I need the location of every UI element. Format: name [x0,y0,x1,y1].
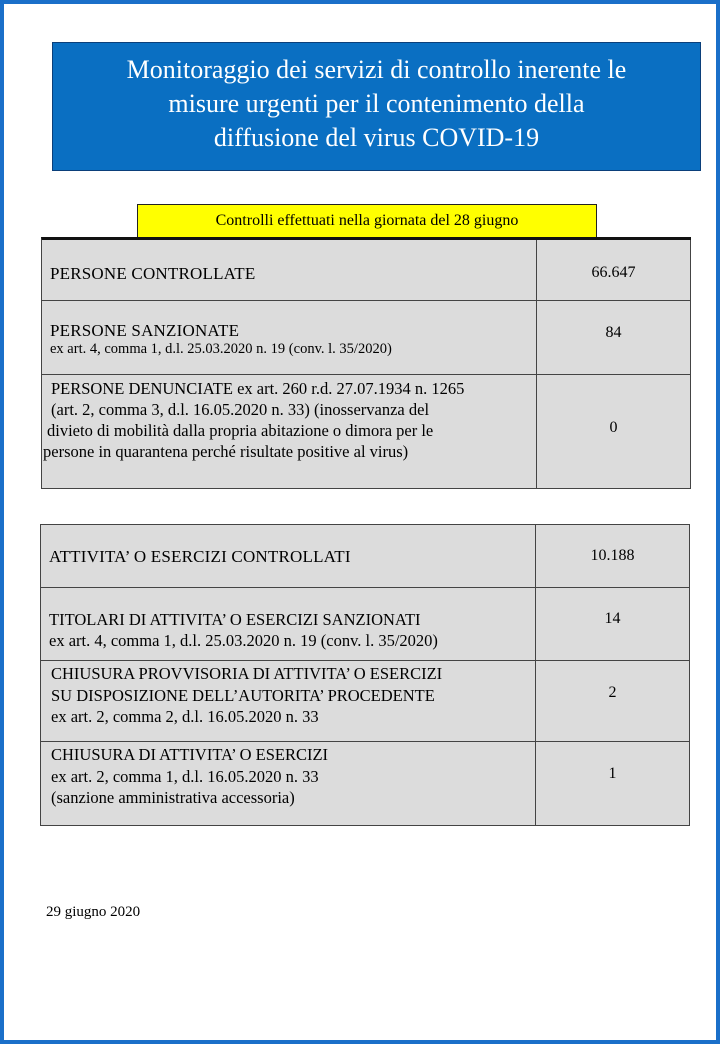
subtitle-text: Controlli effettuati nella giornata del 28 giugno [215,212,519,229]
table-row [42,375,691,489]
row-label-line: divieto di mobilità dalla propria abitazione o dimora per le [47,421,434,440]
title-line: diffusione del virus COVID-19 [213,122,540,152]
persons-table [41,237,691,489]
footer-date: 29 giugno 2020 [46,904,141,920]
row-value-cell [537,240,691,301]
row-label-cell [42,301,537,375]
table-row [41,588,690,661]
row-label: PERSONE CONTROLLATE [50,264,256,283]
table-row [41,661,690,742]
row-label-line: (sanzione amministrativa accessoria) [51,788,295,807]
row-label-line: SU DISPOSIZIONE DELL’AUTORITA’ PROCEDENTE [51,685,435,705]
row-label-line: ex art. 2, comma 2, d.l. 16.05.2020 n. 33 [51,707,319,726]
row-value-cell [537,301,691,375]
table-row [41,742,690,826]
row-label: ATTIVITA’ O ESERCIZI CONTROLLATI [49,547,351,566]
row-value-cell [536,525,690,588]
row-label-line: (art. 2, comma 3, d.l. 16.05.2020 n. 33) (inosservanza del [51,400,430,419]
row-label-line: PERSONE DENUNCIATE ex art. 260 r.d. 27.07.1934 n. 1265 [51,379,465,398]
row-label-cell [41,588,536,661]
row-value: 14 [604,610,621,627]
table-row [42,240,691,301]
row-label-line: ex art. 2, comma 1, d.l. 16.05.2020 n. 33 [51,766,319,786]
row-value: 10.188 [590,547,635,564]
row-label: PERSONE SANZIONATE [50,321,240,340]
row-label: TITOLARI DI ATTIVITA’ O ESERCIZI SANZIONATI [49,610,421,629]
subtitle-banner [137,204,597,238]
row-label-cell [41,661,536,742]
row-label-line: CHIUSURA PROVVISORIA DI ATTIVITA’ O ESERCIZI [51,664,443,683]
row-label-cell [42,375,537,489]
activities-table [40,524,690,826]
title-banner [52,42,701,171]
row-value: 2 [608,684,617,701]
row-label-cell [41,525,536,588]
table-row [42,301,691,375]
row-value-cell [536,588,690,661]
row-value: 0 [609,419,618,436]
title-line: misure urgenti per il contenimento della [168,88,585,118]
row-label-cell [41,742,536,826]
row-detail: ex art. 4, comma 1, d.l. 25.03.2020 n. 19 (conv. l. 35/2020) [50,341,392,357]
row-value: 66.647 [591,264,636,281]
row-label-line: persone in quarantena perché risultate positive al virus) [43,442,409,461]
row-value-cell [536,742,690,826]
table-row [41,525,690,588]
row-value: 84 [605,324,622,341]
title-line: Monitoraggio dei servizi di controllo inerente le [126,54,627,84]
row-label-line: CHIUSURA DI ATTIVITA’ O ESERCIZI [51,745,329,764]
row-value-cell [536,661,690,742]
row-value-cell [537,375,691,489]
row-value: 1 [608,765,617,782]
row-detail: ex art. 4, comma 1, d.l. 25.03.2020 n. 19 (conv. l. 35/2020) [49,631,438,650]
row-label-cell [42,240,537,301]
